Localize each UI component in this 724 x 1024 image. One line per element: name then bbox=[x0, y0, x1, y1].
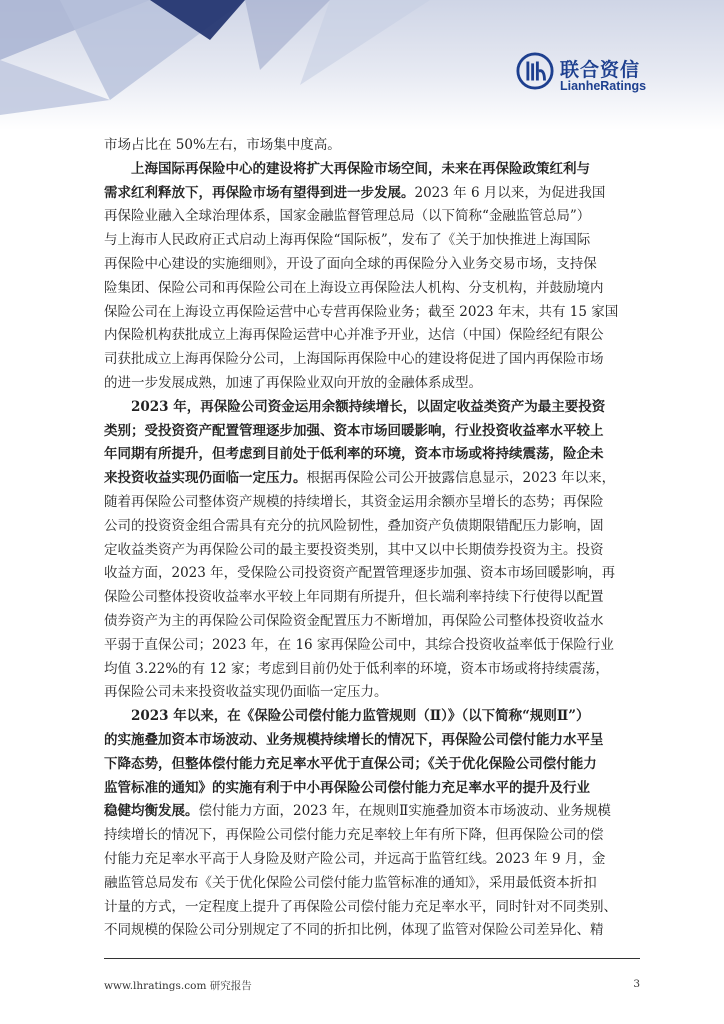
body-text bbox=[104, 134, 640, 943]
text-line: 内保险机构获批成立上海再保险运营中心并准予开业，达信（中国）保险经纪有限公 bbox=[104, 327, 604, 344]
text-line: 随着再保险公司整体资产规模的持续增长，其资金运用余额亦呈增长的态势；再保险 bbox=[104, 493, 604, 510]
text: 2023 年 6 月以来，为促进我国 bbox=[414, 184, 606, 201]
text-line bbox=[104, 705, 640, 729]
bold-text: 需求红利释放下，再保险市场有望得到进一步发展。 bbox=[104, 184, 415, 201]
text: 根据再保险公司公开披露信息显示，2023 年以来， bbox=[306, 470, 616, 487]
text-line: 再保险公司未来投资收益实现仍面临一定压力。 bbox=[104, 684, 388, 701]
logo-mark-icon bbox=[516, 52, 554, 90]
text-line: 保险公司整体投资收益率水平较上年同期有所提升，但长端利率持续下行使得以配置 bbox=[104, 589, 604, 606]
text-line: 不同规模的保险公司分别规定了不同的折扣比例，体现了监管对保险公司差异化、精 bbox=[104, 922, 604, 939]
bold-text: 来投资收益实现仍面临一定压力。 bbox=[104, 470, 307, 487]
text-line: 的实施叠加资本市场波动、业务规模持续增长的情况下，再保险公司偿付能力水平呈 bbox=[104, 731, 604, 748]
company-logo bbox=[516, 52, 646, 96]
bold-text: 上海国际再保险中心的建设将扩大再保险市场空间，未来在再保险政策红利与 bbox=[131, 160, 590, 177]
text-line: 类别；受投资资产配置管理逐步加强、资本市场回暖影响，行业投资收益率水平较上 bbox=[104, 422, 604, 439]
text-line: 再保险中心建设的实施细则》，开设了面向全球的再保险分入业务交易市场，支持保 bbox=[104, 255, 597, 272]
text-line: 融监管总局发布《关于优化保险公司偿付能力监管标准的通知》，采用最低资本折扣 bbox=[104, 874, 597, 891]
page-number: 3 bbox=[633, 978, 640, 990]
text: 偿付能力方面，2023 年，在规则Ⅱ实施叠加资本市场波动、业务规模 bbox=[198, 803, 611, 820]
text-line: 年同期有所提升，但考虑到目前处于低利率的环境，资本市场或将持续震荡，险企未 bbox=[104, 446, 604, 463]
text-line: 险集团、保险公司和再保险公司在上海设立再保险法人机构、分支机构，并鼓励境内 bbox=[104, 279, 604, 296]
text-line: 付能力充足率水平高于人身险及财产险公司，并远高于监管红线。2023 年 9 月，金 bbox=[104, 850, 606, 867]
text-line: 公司的投资资金组合需具有充分的抗风险韧性，叠加资产负债期限错配压力影响，固 bbox=[104, 517, 604, 534]
text-line: 保险公司在上海设立再保险运营中心专营再保险业务；截至 2023 年末，共有 15 家国 bbox=[104, 303, 619, 320]
footer-website: www.lhratings.com 研究报告 bbox=[104, 980, 252, 992]
text-line bbox=[104, 182, 640, 206]
text-line: 与上海市人民政府正式启动上海再保险“国际板”，发布了《关于加快推进上海国际 bbox=[104, 232, 591, 249]
logo-chinese-text: 联合资信 bbox=[560, 59, 641, 81]
text-line: 均值 3.22%的有 12 家；考虑到目前仍处于低利率的环境，资本市场或将持续震荡， bbox=[104, 660, 609, 677]
text-line bbox=[104, 800, 640, 824]
text-line bbox=[104, 467, 640, 491]
text-line: 监管标准的通知》的实施有利于中小再保险公司偿付能力充足率水平的提升及行业 bbox=[104, 779, 590, 796]
text-line: 司获批成立上海再保险分公司，上海国际再保险中心的建设将促进了国内再保险市场 bbox=[104, 351, 604, 368]
text-line: 平弱于直保公司；2023 年，在 16 家再保险公司中，其综合投资收益率低于保险行业 bbox=[104, 636, 614, 653]
bold-text: 2023 年，再保险公司资金运用余额持续增长，以固定收益类资产为最主要投资 bbox=[131, 398, 606, 415]
header-band bbox=[0, 0, 724, 130]
text-line: 持续增长的情况下，再保险公司偿付能力充足率较上年有所下降，但再保险公司的偿 bbox=[104, 827, 604, 844]
text-line bbox=[104, 396, 640, 420]
text-line: 收益方面，2023 年，受保险公司投资资产配置管理逐步加强、资本市场回暖影响，再 bbox=[104, 565, 616, 582]
bold-text: 稳健均衡发展。 bbox=[104, 803, 199, 820]
text-line: 债券资产为主的再保险公司保险资金配置压力不断增加，再保险公司整体投资收益水 bbox=[104, 612, 604, 629]
footer-divider bbox=[104, 958, 640, 959]
text-line bbox=[104, 158, 640, 182]
logo-english-text: LianheRatings bbox=[560, 79, 647, 93]
text-line: 的进一步发展成熟，加速了再保险业双向开放的金融体系成型。 bbox=[104, 374, 482, 391]
text-line: 市场占比在 50%左右，市场集中度高。 bbox=[104, 137, 341, 153]
bold-text: 2023 年以来，在《保险公司偿付能力监管规则（Ⅱ）》（以下简称“规则Ⅱ”） bbox=[131, 708, 590, 725]
text-line: 计量的方式，一定程度上提升了再保险公司偿付能力充足率水平，同时针对不同类别、 bbox=[104, 898, 617, 915]
text-line: 定收益类资产为再保险公司的最主要投资类别，其中又以中长期债券投资为主。投资 bbox=[104, 541, 604, 558]
text-line: 下降态势，但整体偿付能力充足率水平优于直保公司；《关于优化保险公司偿付能力 bbox=[104, 755, 597, 772]
text-line: 再保险业融入全球治理体系，国家金融监督管理总局（以下简称“金融监管总局”） bbox=[104, 208, 591, 225]
